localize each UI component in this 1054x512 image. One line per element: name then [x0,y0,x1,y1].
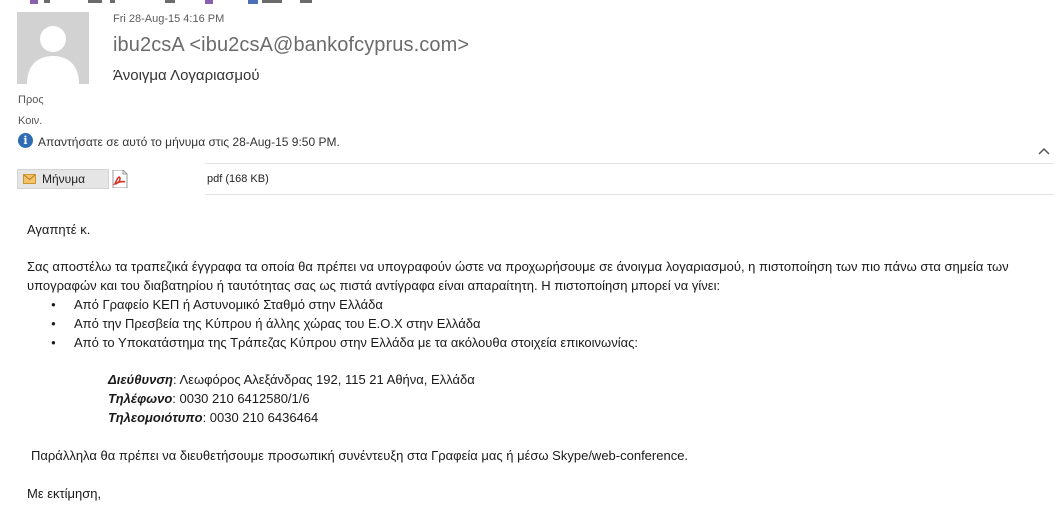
fax-label: Τηλεομοιότυπο [108,410,203,425]
divider [205,194,1054,195]
address-label: Διεύθυνση [108,372,173,387]
list-item: ● Από την Πρεσβεία της Κύπρου ή άλλης χώρας του Ε.Ο.Χ στην Ελλάδα [74,314,1037,333]
pdf-icon[interactable] [112,170,128,188]
phone-line [108,389,1037,408]
replied-notice[interactable]: Απαντήσατε σε αυτό το μήνυμα στις 28-Aug-15 9:50 PM. [38,135,340,149]
to-label: Προς [18,94,44,106]
divider [205,163,1054,164]
email-subject: Άνοιγμα Λογαριασμού [113,67,260,84]
cc-label: Κοιν. [18,115,43,127]
list-item: ● Από Γραφείο ΚΕΠ ή Αστυνομικό Σταθμό στην Ελλάδα [74,295,1037,314]
chevron-up-icon[interactable] [1038,142,1050,158]
address-line [108,370,1037,389]
toolbar-remnant [0,0,1054,6]
fax-line [108,408,1037,427]
attachment-name[interactable]: pdf (168 KB) [207,173,269,185]
phone-value: : 0030 210 6412580/1/6 [172,391,310,406]
envelope-icon [23,174,36,184]
message-tab[interactable] [17,169,109,189]
avatar-silhouette-icon [17,12,89,84]
info-icon: i [18,133,33,148]
address-value: : Λεωφόρος Αλεξάνδρας 192, 115 21 Αθήνα, Ελλάδα [172,372,475,387]
sender-address[interactable]: ibu2csA <ibu2csA@bankofcyprus.com> [113,34,470,56]
body-paragraph: Παράλληλα θα πρέπει να διευθετήσουμε προσωπική συνέντευξη στα Γραφεία μας ή μέσω Skype/web-conference. [31,448,689,463]
certification-list [27,295,1037,352]
avatar [17,12,89,84]
message-tab-label: Μήνυμα [42,172,86,186]
body-paragraph: Σας αποστέλω τα τραπεζικά έγγραφα τα οποία θα πρέπει να υπογραφούν ώστε να προχωρήσουμε σε άνοιγμα λογαριασμού, η πιστοποίηση των πιο πάνω στα σημεία των υπογραφών και του διαβατηρίου ή ταυτότητας σας ως πιστά αντίγραφα είναι απαραίτητη. Η πιστοποίηση μπορεί να γίνει: [27,259,1009,293]
greeting: Αγαπητέ κ. [27,222,91,237]
sent-datetime: Fri 28-Aug-15 4:16 PM [113,13,225,25]
phone-label: Τηλέφωνο [108,391,173,406]
list-item: ● Από το Υποκατάστημα της Τράπεζας Κύπρου στην Ελλάδα με τα ακόλουθα στοιχεία επικοινωνίας: [74,333,1037,352]
fax-value: : 0030 210 6436464 [202,410,319,425]
contact-details [108,370,1037,427]
message-body [27,220,1037,503]
closing: Με εκτίμηση, [27,486,102,501]
